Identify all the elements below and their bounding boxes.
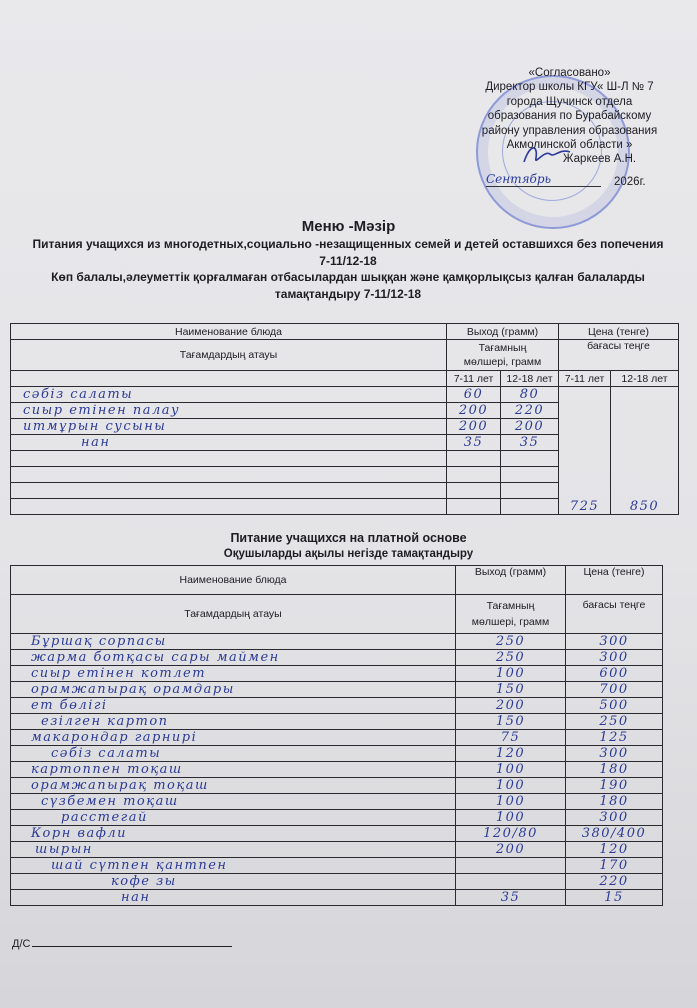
table-row: [11, 762, 663, 778]
yield-value: 200: [447, 403, 501, 419]
header-dish-ru: Наименование блюда: [11, 566, 456, 595]
price-value: 170: [566, 858, 663, 874]
yield-value: 35: [447, 435, 501, 451]
yield-value: 220: [501, 403, 559, 419]
empty-cell: [447, 483, 501, 499]
header-yield-kz-1: Тағамның: [478, 342, 527, 354]
date-year: 2026г.: [614, 176, 646, 188]
dish-name: нан: [11, 435, 447, 451]
dish-name: картоппен тоқаш: [11, 762, 456, 778]
dish-name: Корн вафли: [11, 826, 456, 842]
dish-name: орамжапырақ орамдары: [11, 682, 456, 698]
approval-line: образования по Бурабайскому: [487, 110, 652, 123]
header-dish-kz: Тағамдардың атауы: [11, 595, 456, 634]
signatory-name: Жаркеев А.Н.: [562, 153, 637, 166]
yield-value: 60: [447, 387, 501, 403]
approval-date: [476, 172, 662, 192]
approval-line: Директор школы КГУ« Ш-Л № 7: [485, 81, 654, 94]
paid-meal-subtitle: Оқушыларды ақылы негізде тамақтандыру: [223, 548, 474, 560]
table-row: [11, 858, 663, 874]
age-col-d: 12-18 лет: [611, 371, 679, 387]
dish-name: сүзбемен тоқаш: [11, 794, 456, 810]
table-row: [11, 794, 663, 810]
dish-name: ет бөлігі: [11, 698, 456, 714]
price-value: 600: [566, 666, 663, 682]
header-price-ru: Цена (тенге): [566, 566, 663, 595]
yield-value: 200: [456, 698, 566, 714]
price-value: 300: [566, 650, 663, 666]
table-row: [11, 666, 663, 682]
subtitle-line: тамақтандыру 7-11/12-18: [274, 286, 422, 301]
yield-value: 250: [456, 650, 566, 666]
header-price-ru: Цена (тенге): [559, 324, 679, 340]
yield-value: [456, 874, 566, 890]
empty-cell: [501, 451, 559, 467]
price-value: 500: [566, 698, 663, 714]
yield-value: 150: [456, 682, 566, 698]
yield-value: 35: [456, 890, 566, 906]
table-row: [11, 682, 663, 698]
dish-name: сәбіз салаты: [11, 746, 456, 762]
table-row: [11, 387, 679, 403]
yield-value: 120/80: [456, 826, 566, 842]
empty-cell: [11, 451, 447, 467]
approval-line: району управления образования: [481, 124, 658, 137]
price-value: 300: [566, 634, 663, 650]
subtitle-line: Көп балалы,әлеуметтік қорғалмаған отбасылардан шыққан және қамқорлықсыз қалған балаларды: [51, 270, 645, 284]
yield-value: 100: [456, 778, 566, 794]
empty-cell: [447, 467, 501, 483]
price-value: 220: [566, 874, 663, 890]
dish-name: сиыр етінен палау: [11, 403, 447, 419]
yield-value: 100: [456, 666, 566, 682]
approval-line: города Щучинск отдела: [506, 95, 633, 108]
date-handwritten: Сентябрь: [486, 172, 601, 187]
table-row: [11, 810, 663, 826]
dish-name: нан: [11, 890, 456, 906]
price-value: 250: [566, 714, 663, 730]
yield-value: 80: [501, 387, 559, 403]
header-yield-ru: Выход (грамм): [447, 324, 559, 340]
table-row: [11, 634, 663, 650]
price-value: 300: [566, 746, 663, 762]
dish-name: орамжапырақ тоқаш: [11, 778, 456, 794]
yield-value: 200: [447, 419, 501, 435]
header-dish-ru: Наименование блюда: [11, 324, 447, 340]
header-dish-kz: Тағамдардың атауы: [11, 340, 447, 371]
yield-value: 75: [456, 730, 566, 746]
approval-line: «Согласовано»: [528, 67, 611, 79]
table-row: [11, 874, 663, 890]
age-col-b: 12-18 лет: [501, 371, 559, 387]
table-row: [11, 778, 663, 794]
dish-name: езілген картоп: [11, 714, 456, 730]
total-price-b: 850: [611, 387, 679, 515]
yield-value: 200: [501, 419, 559, 435]
subtitle-line: 7-11/12-18: [319, 253, 377, 268]
header-yield-kz: [447, 340, 559, 371]
yield-value: 35: [501, 435, 559, 451]
approval-line: Акмолинской области »: [506, 139, 633, 152]
table-row: [11, 842, 663, 858]
table-row: [11, 826, 663, 842]
yield-value: 100: [456, 810, 566, 826]
empty-cell: [11, 483, 447, 499]
table-row: [11, 698, 663, 714]
ds-label: Д/С: [12, 938, 31, 950]
dish-name: расстегай: [11, 810, 456, 826]
free-meal-table: [10, 323, 679, 515]
paid-meal-title: Питание учащихся на платной основе: [230, 531, 467, 545]
empty-cell: [11, 371, 447, 387]
dish-name: шырын: [11, 842, 456, 858]
price-value: 15: [566, 890, 663, 906]
price-value: 125: [566, 730, 663, 746]
yield-value: [456, 858, 566, 874]
empty-cell: [447, 451, 501, 467]
price-value: 180: [566, 794, 663, 810]
yield-value: 120: [456, 746, 566, 762]
price-value: 120: [566, 842, 663, 858]
menu-subtitle: [8, 236, 688, 302]
header-yield-kz: [456, 595, 566, 634]
dish-name: кофе зы: [11, 874, 456, 890]
yield-value: 100: [456, 794, 566, 810]
paid-meal-table: [10, 565, 663, 906]
empty-cell: [11, 499, 447, 515]
header-price-kz: бағасы теңге: [566, 595, 663, 634]
empty-cell: [11, 467, 447, 483]
header-yield-ru: Выход (грамм): [456, 566, 566, 595]
table-row: [11, 890, 663, 906]
ds-signature-line: [12, 938, 232, 950]
total-price-a: 725: [559, 387, 611, 515]
table-row: [11, 730, 663, 746]
empty-cell: [447, 499, 501, 515]
menu-title: Меню -Мәзір: [301, 218, 396, 235]
dish-name: жарма ботқасы сары маймен: [11, 650, 456, 666]
ds-blank: [32, 946, 232, 947]
yield-value: 200: [456, 842, 566, 858]
table-row: [11, 714, 663, 730]
price-value: 180: [566, 762, 663, 778]
subtitle-line: Питания учащихся из многодетных,социально -незащищенных семей и детей оставшихся без попечения: [32, 237, 664, 251]
table-row: [11, 746, 663, 762]
price-value: 300: [566, 810, 663, 826]
header-yield-kz-2: мөлшері, грамм: [471, 616, 550, 628]
dish-name: сиыр етінен котлет: [11, 666, 456, 682]
table-row: [11, 650, 663, 666]
empty-cell: [501, 499, 559, 515]
dish-name: шай сүтпен қантпен: [11, 858, 456, 874]
price-value: 700: [566, 682, 663, 698]
price-value: 380/400: [566, 826, 663, 842]
age-col-c: 7-11 лет: [559, 371, 611, 387]
header-yield-kz-2: мөлшері, грамм: [463, 356, 542, 368]
age-col-a: 7-11 лет: [447, 371, 501, 387]
price-value: 190: [566, 778, 663, 794]
yield-value: 150: [456, 714, 566, 730]
dish-name: макарондар гарнирі: [11, 730, 456, 746]
dish-name: сәбіз салаты: [11, 387, 447, 403]
yield-value: 100: [456, 762, 566, 778]
header-price-kz: бағасы теңге: [559, 340, 679, 371]
yield-value: 250: [456, 634, 566, 650]
empty-cell: [501, 467, 559, 483]
dish-name: Бұршақ сорпасы: [11, 634, 456, 650]
dish-name: итмұрын сусыны: [11, 419, 447, 435]
signature: [520, 140, 580, 170]
empty-cell: [501, 483, 559, 499]
header-yield-kz-1: Тағамның: [486, 600, 535, 612]
